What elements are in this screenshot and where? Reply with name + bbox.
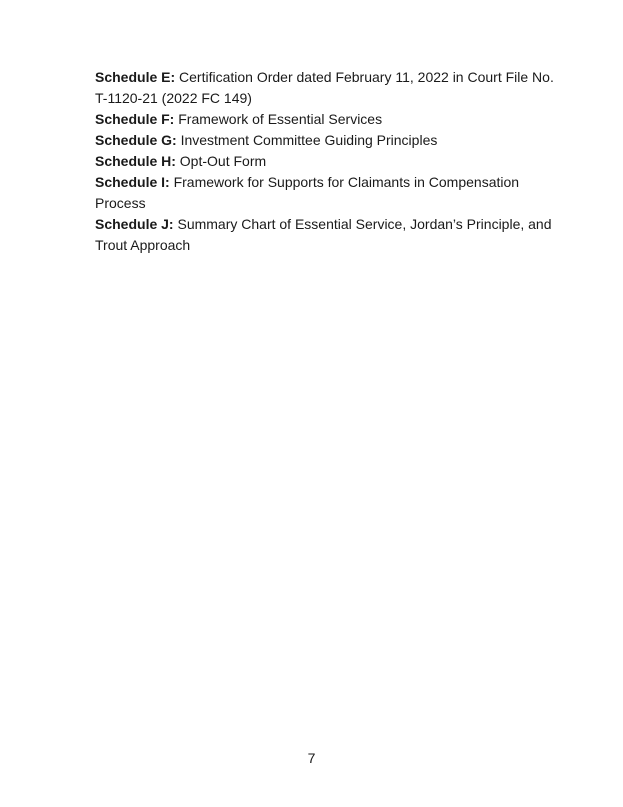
schedule-e-text: Certification Order dated February 11, 2022 in Court File No. T-1120-21 (2022 FC 149) bbox=[95, 69, 554, 106]
page-number: 7 bbox=[307, 750, 316, 766]
schedule-f-label: Schedule F: bbox=[95, 111, 175, 127]
schedule-i-label: Schedule I: bbox=[95, 174, 170, 190]
schedule-item-h bbox=[95, 151, 567, 172]
schedule-g-label: Schedule G: bbox=[95, 132, 177, 148]
schedule-item-j bbox=[95, 214, 567, 256]
schedule-item-g bbox=[95, 130, 567, 151]
schedule-i-text: Framework for Supports for Claimants in Compensation Process bbox=[95, 174, 520, 211]
schedule-g-text: Investment Committee Guiding Principles bbox=[180, 132, 438, 148]
schedule-f-text: Framework of Essential Services bbox=[178, 111, 383, 127]
schedule-j-text: Summary Chart of Essential Service, Jordan’s Principle, and Trout Approach bbox=[95, 216, 552, 253]
schedule-h-label: Schedule H: bbox=[95, 153, 176, 169]
schedule-item-f bbox=[95, 109, 567, 130]
schedule-item-e bbox=[95, 67, 567, 109]
schedule-item-i bbox=[95, 172, 567, 214]
schedule-h-text: Opt-Out Form bbox=[179, 153, 267, 169]
schedule-list bbox=[95, 67, 567, 256]
schedule-e-label: Schedule E: bbox=[95, 69, 176, 85]
schedule-j-label: Schedule J: bbox=[95, 216, 174, 232]
